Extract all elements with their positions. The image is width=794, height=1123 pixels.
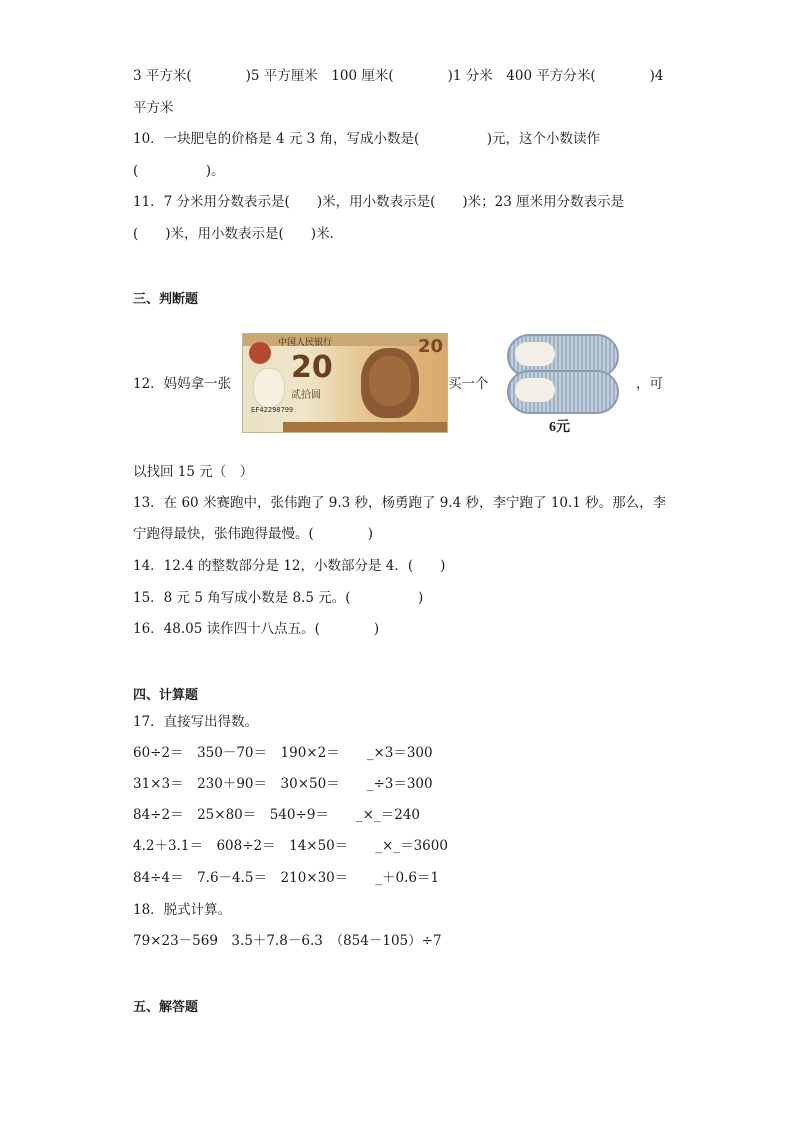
banknote-top-band — [243, 334, 447, 346]
q12-text-c: ，可 — [636, 376, 663, 392]
watermark-area — [253, 368, 285, 408]
portrait-face — [369, 356, 411, 406]
q13-line-1: 13．在 60 米赛跑中，张伟跑了 9.3 秒，杨勇跑了 9.4 秒，李宁跑了 10.1 秒。那么，李 — [133, 495, 667, 511]
q10-line-2: ( )。 — [133, 163, 225, 179]
section-heading-calculation: 四、计算题 — [133, 688, 199, 703]
calc-row: 84÷2＝ 25×80＝ 540÷9＝ _×_＝240 — [133, 807, 420, 823]
q9-line-1: 3 平方米( )5 平方厘米 100 厘米( )1 分米 400 平方分米( )4 — [133, 68, 664, 84]
q12-text-b: 买一个 — [448, 376, 489, 392]
calc-row: 84÷4＝ 7.6－4.5＝ 210×30＝ _＋0.6＝1 — [133, 870, 440, 886]
banknote-serial: EF42298799 — [251, 406, 294, 414]
banknote-denomination-large: 20 — [291, 350, 333, 385]
slipper-icon — [507, 370, 619, 414]
calc-row: 60÷2＝ 350－70＝ 190×2＝ _×3＝300 — [133, 745, 433, 761]
q11-line-2: ( )米，用小数表示是( )米． — [133, 226, 344, 242]
q12-text-d: 以找回 15 元（ ） — [133, 464, 254, 480]
calc-row-stepwise: 79×23－569 3.5＋7.8－6.3 （854－105）÷7 — [133, 933, 442, 949]
national-emblem-icon — [249, 342, 271, 364]
calc-row: 31×3＝ 230＋90＝ 30×50＝ _÷3＝300 — [133, 776, 433, 792]
banknote-denomination-corner: 20 — [417, 336, 443, 357]
q11-line-1: 11．7 分米用分数表示是( )米，用小数表示是( )米；23 厘米用分数表示是 — [133, 194, 625, 210]
q12-text-a: 12．妈妈拿一张 — [133, 376, 232, 392]
q13-line-2: 宁跑得最快，张伟跑得最慢。( ) — [133, 526, 374, 542]
q14-line: 14．12.4 的整数部分是 12，小数部分是 4．( ) — [133, 558, 446, 574]
q9-line-2: 平方米 — [133, 100, 174, 116]
twenty-yuan-banknote-image — [242, 333, 448, 433]
banknote-denomination-chinese: 贰拾圆 — [291, 390, 321, 401]
slipper-price: 6元 — [549, 420, 570, 435]
q18-line: 18．脱式计算。 — [133, 902, 232, 918]
banknote-bottom-band — [283, 422, 447, 432]
q17-line: 17．直接写出得数。 — [133, 714, 259, 730]
calc-row: 4.2＋3.1＝ 608÷2＝ 14×50＝ _×_＝3600 — [133, 838, 448, 854]
q10-line-1: 10．一块肥皂的价格是 4 元 3 角，写成小数是( )元，这个小数读作 — [133, 131, 601, 147]
section-heading-judgement: 三、判断题 — [133, 292, 199, 307]
banknote-bank-name: 中国人民银行 — [278, 338, 333, 348]
q16-line: 16．48.05 读作四十八点五。( ) — [133, 621, 380, 637]
section-heading-problems: 五、解答题 — [133, 1000, 199, 1015]
q15-line: 15．8 元 5 角写成小数是 8.5 元。( ) — [133, 590, 424, 606]
